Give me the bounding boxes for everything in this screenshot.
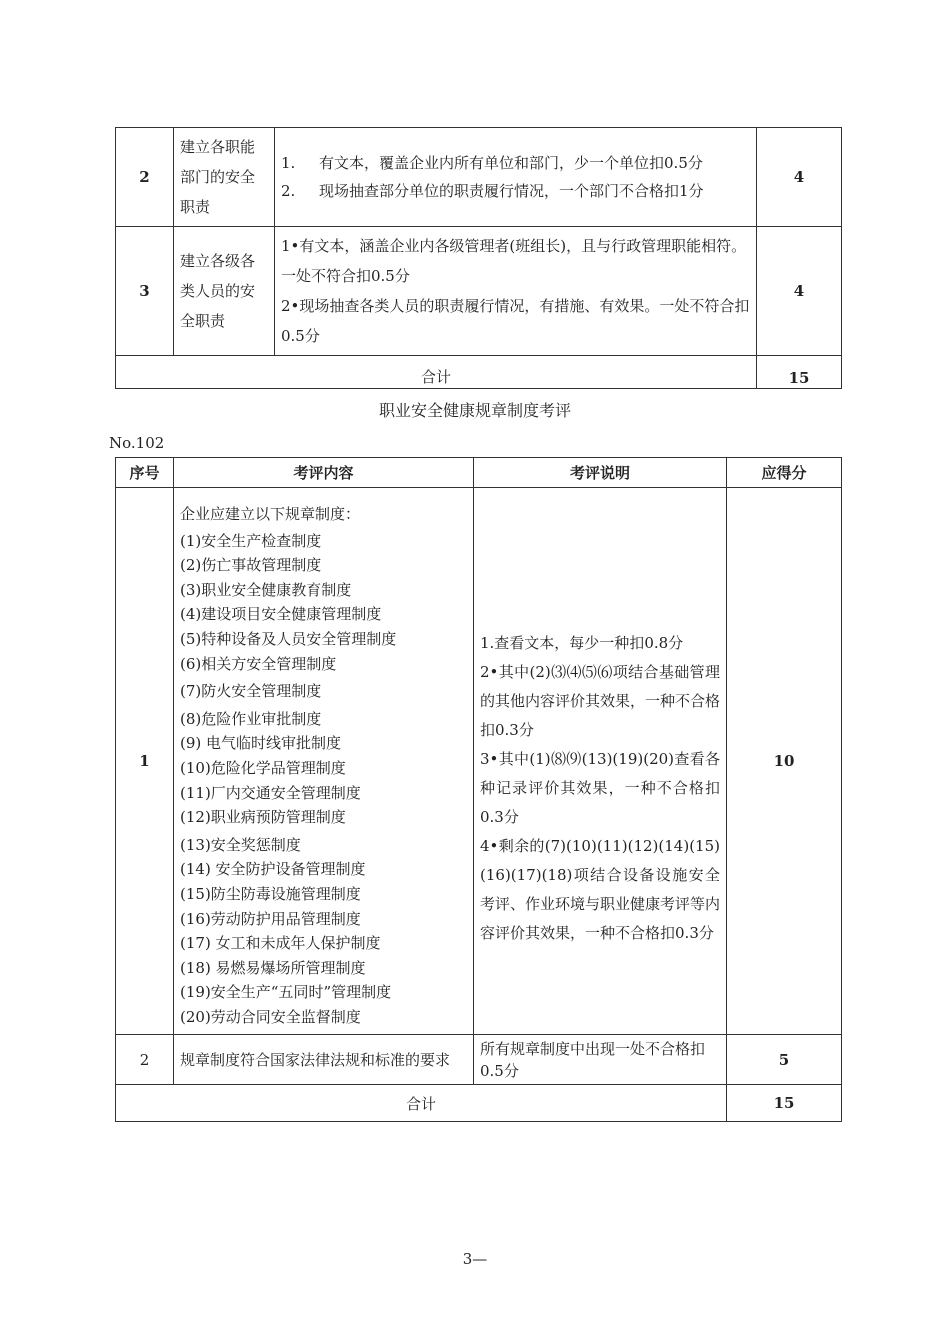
list-item: (1)安全生产检查制度 (180, 531, 322, 550)
list-item: (4)建设项目安全健康管理制度 (180, 605, 382, 624)
score: 4 (757, 128, 842, 227)
criteria-item: 1.查看文本，每少一种扣0.8分 (480, 633, 684, 652)
description-item (281, 152, 750, 174)
assessment-content: 规章制度符合国家法律法规和标准的要求 (174, 1035, 474, 1085)
criteria-item: 2•其中(2)⑶⑷⑸⑹项结合基础管理的其他内容评价其效果，一种不合格扣0.3分 (480, 662, 721, 739)
section-title: 职业安全健康规章制度考评 (378, 401, 571, 420)
criteria-item: 3•其中(1)⑻⑼(13)(19)(20)查看各种记录评价其效果，一种不合格扣0.3分 (480, 749, 720, 826)
total-score: 15 (727, 1085, 842, 1122)
list-item: (16)劳动防护用品管理制度 (180, 909, 361, 928)
assessment-criteria (474, 488, 727, 1035)
list-item: (17) 女工和未成年人保护制度 (180, 934, 381, 953)
list-item: (10)危险化学品管理制度 (180, 758, 346, 777)
description-item (281, 180, 750, 202)
criteria-item: 4•剩余的(7)(10)(11)(12)(14)(15)(16)(17)(18)项结合设备设施安全考评、作业环境与职业健康考评等内容评价其效果，一种不合格扣0.3分 (480, 836, 721, 942)
assessment-criteria: 所有规章制度中出现一处不合格扣0.5分 (474, 1035, 727, 1085)
assessment-content: 建立各职能部门的安全职责 (174, 128, 275, 227)
total-score: 15 (757, 356, 842, 389)
table-row (116, 1035, 842, 1085)
row-number: 2 (116, 1035, 174, 1085)
list-item: (13)安全奖惩制度 (180, 835, 301, 854)
top-assessment-table (115, 127, 842, 389)
list-item: (8)危险作业审批制度 (180, 709, 322, 728)
list-item: (6)相关方安全管理制度 (180, 654, 337, 673)
item-number: 1. (281, 154, 296, 172)
assessment-description (275, 128, 757, 227)
score: 10 (727, 488, 842, 1035)
total-row (116, 1085, 842, 1122)
item-text: 现场抽查部分单位的职责履行情况，一个部门不合格扣1分 (319, 182, 704, 200)
description-item: 2•现场抽查各类人员的职责履行情况，有措施、有效果。一处不符合扣0.5分 (281, 297, 750, 345)
list-item: (7)防火安全管理制度 (180, 682, 322, 701)
total-label: 合计 (116, 356, 757, 389)
list-item: (3)职业安全健康教育制度 (180, 580, 352, 599)
document-number: No.102 (109, 434, 165, 452)
item-text: 有文本，覆盖企业内所有单位和部门，少一个单位扣0.5分 (319, 154, 703, 172)
table-row (116, 128, 842, 227)
list-item: (12)职业病预防管理制度 (180, 808, 346, 827)
header-row (116, 458, 842, 488)
list-item: (5)特种设备及人员安全管理制度 (180, 629, 397, 648)
row-number: 3 (116, 227, 174, 356)
list-item: (2)伤亡事故管理制度 (180, 556, 322, 575)
header-score: 应得分 (727, 458, 842, 488)
header-criteria: 考评说明 (474, 458, 727, 488)
row-number: 1 (116, 488, 174, 1035)
regulation-assessment-table (115, 457, 842, 1122)
page-number: 3— (462, 1250, 488, 1268)
list-item: (19)安全生产“五同时”管理制度 (180, 983, 392, 1002)
list-item: (9) 电气临时线审批制度 (180, 734, 342, 753)
table-row (116, 227, 842, 356)
header-content: 考评内容 (174, 458, 474, 488)
score: 4 (757, 227, 842, 356)
list-intro: 企业应建立以下规章制度： (180, 505, 361, 523)
item-number: 2. (281, 182, 296, 200)
regulation-list (174, 488, 474, 1035)
list-item: (11)厂内交通安全管理制度 (180, 783, 361, 802)
description-item: 1•有文本，涵盖企业内各级管理者(班组长)，且与行政管理职能相符。一处不符合扣0.5分 (281, 237, 747, 285)
list-item: (15)防尘防毒设施管理制度 (180, 884, 361, 903)
list-item: (14) 安全防护设备管理制度 (180, 860, 366, 879)
list-item: (18) 易燃易爆场所管理制度 (180, 958, 366, 977)
assessment-content: 建立各级各类人员的安全职责 (174, 227, 275, 356)
row-number: 2 (116, 128, 174, 227)
list-item: (20)劳动合同安全监督制度 (180, 1007, 361, 1026)
assessment-description (275, 227, 757, 356)
header-number: 序号 (116, 458, 174, 488)
total-label: 合计 (116, 1085, 727, 1122)
score: 5 (727, 1035, 842, 1085)
table-row (116, 488, 842, 1035)
total-row (116, 356, 842, 389)
